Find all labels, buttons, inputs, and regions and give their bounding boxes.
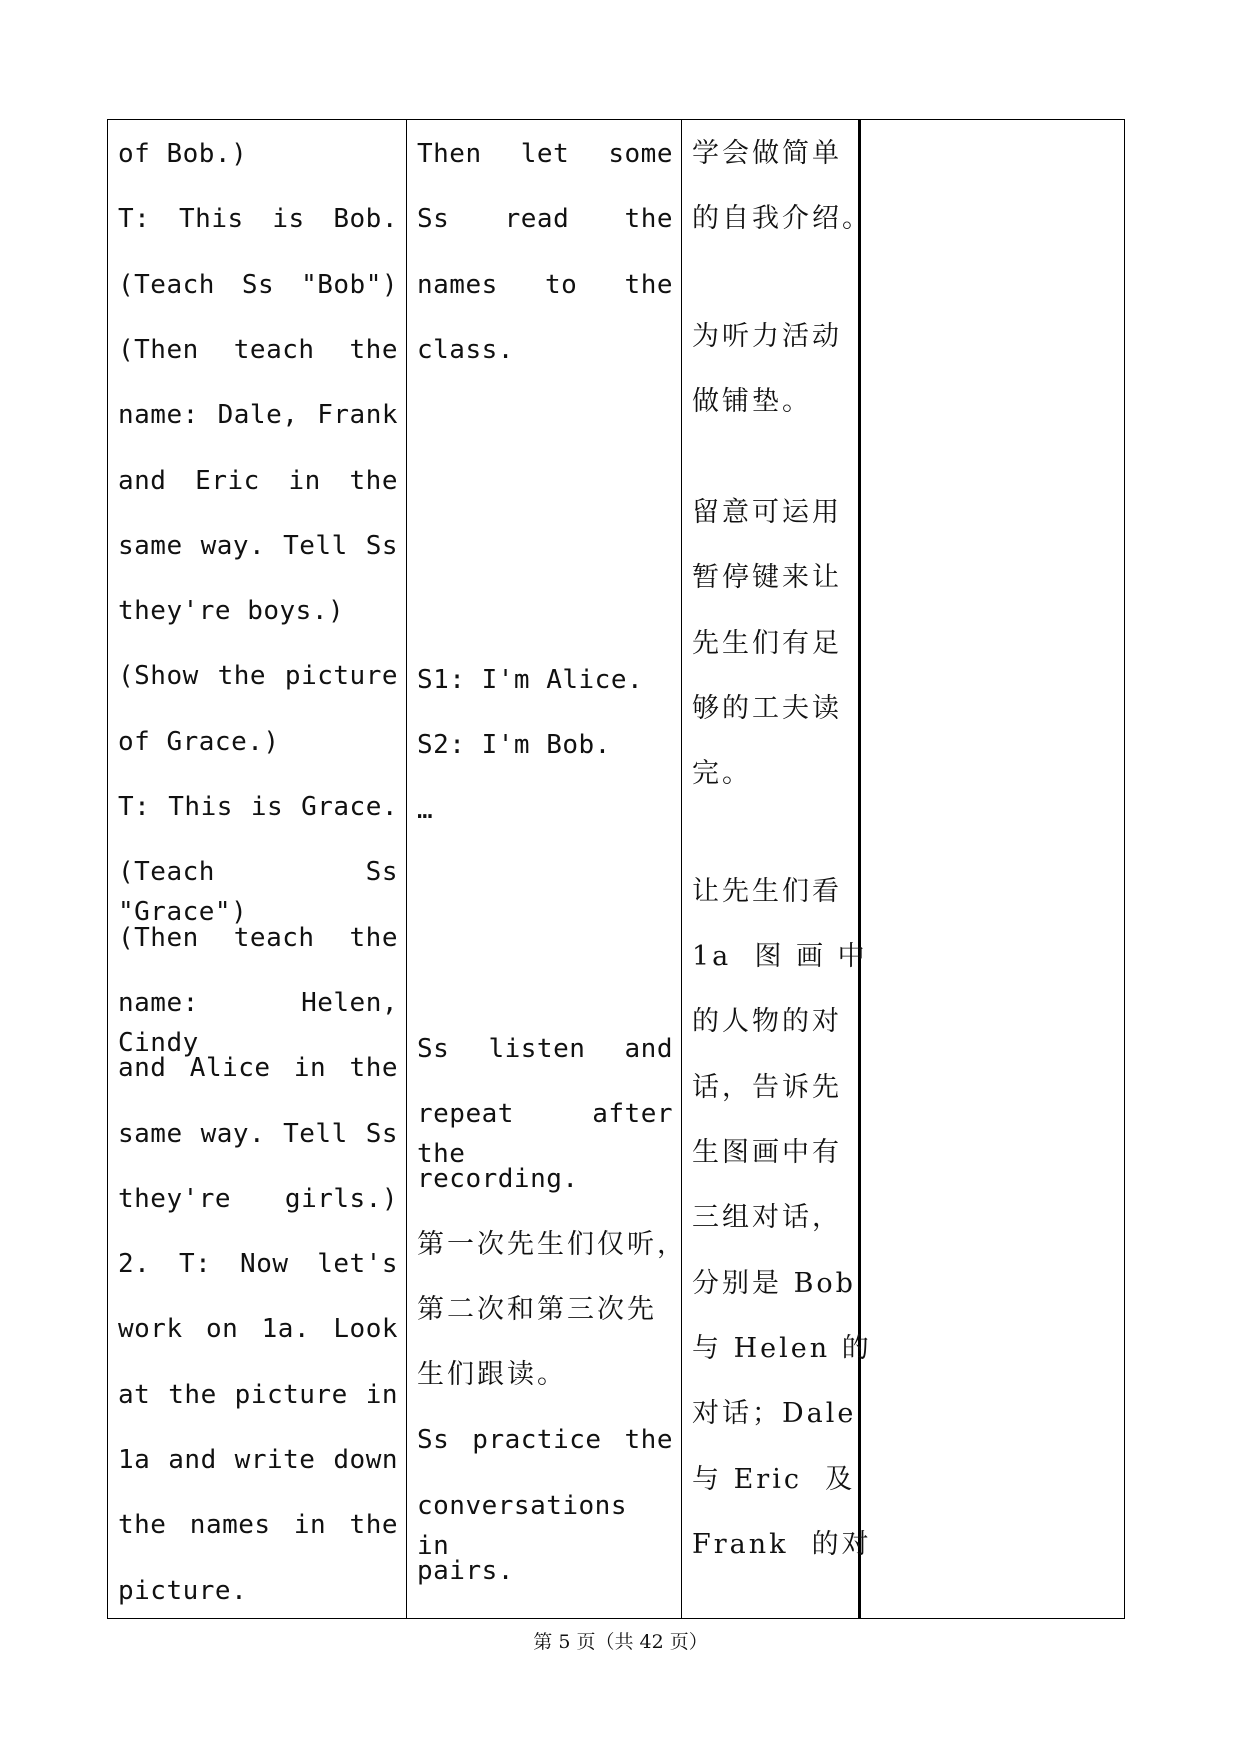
- text-line: 1a 图 画 中: [692, 941, 868, 973]
- text-line: Frank 的对: [692, 1528, 872, 1560]
- text-line: Then let some: [417, 139, 673, 169]
- text-line: they're boys.): [118, 596, 345, 627]
- text-line: of Grace.): [118, 726, 280, 757]
- text-line: 1a and write down: [118, 1445, 398, 1475]
- text-line: T: This is Bob.: [118, 204, 398, 235]
- text-line: S2: I'm Bob.: [417, 729, 611, 760]
- text-line: S1: I'm Alice.: [417, 664, 644, 695]
- text-line: Ss read the: [417, 204, 673, 235]
- text-line: 与 Helen 的: [692, 1332, 872, 1364]
- text-line: (Then teach the: [118, 922, 398, 953]
- text-line: 三组对话，: [692, 1202, 842, 1234]
- text-line: 的自我介绍。: [692, 203, 872, 235]
- text-line: picture.: [118, 1575, 248, 1606]
- text-line: 对话；Dale: [692, 1398, 857, 1430]
- text-line: 先生们有足: [692, 627, 842, 659]
- design-intent-cell: [692, 120, 872, 1618]
- text-line: repeat after the: [417, 1098, 673, 1169]
- text-line: recording.: [417, 1164, 579, 1195]
- text-line: 留意可运用: [692, 497, 842, 529]
- lesson-plan-table: [107, 119, 1125, 1619]
- text-line: 为听力活动: [692, 320, 842, 352]
- text-line: and Alice in the: [118, 1053, 398, 1084]
- text-line: of Bob.): [118, 139, 248, 169]
- text-line: 话，告诉先: [692, 1071, 842, 1103]
- text-line: 分别是 Bob: [692, 1267, 856, 1299]
- text-line: 2. T: Now let's: [118, 1249, 398, 1280]
- text-line: 的人物的对: [692, 1006, 842, 1038]
- teacher-activity-cell: [118, 120, 398, 1618]
- column-divider: [858, 120, 861, 1618]
- text-line: 让先生们看: [692, 875, 842, 907]
- text-line: …: [417, 795, 434, 826]
- text-line: 做铺垫。: [692, 386, 812, 418]
- text-line: (Teach Ss "Grace"): [118, 857, 398, 928]
- column-divider: [406, 120, 407, 1618]
- text-line: (Then teach the: [118, 334, 398, 365]
- text-line: conversations in: [417, 1490, 627, 1561]
- text-line: at the picture in: [118, 1379, 398, 1410]
- notes-cell: [864, 120, 1122, 1618]
- text-line: 生们跟读。: [417, 1359, 567, 1391]
- text-line: 够的工夫读: [692, 693, 842, 725]
- text-line: 与 Eric 及: [692, 1463, 856, 1495]
- text-line: 生图画中有: [692, 1137, 842, 1169]
- text-line: 第二次和第三次先: [417, 1293, 657, 1325]
- text-line: 学会做简单: [692, 138, 842, 169]
- text-line: 暂停键来让: [692, 562, 842, 594]
- text-line: they're girls.): [118, 1183, 398, 1214]
- text-line: Ss practice the: [417, 1425, 673, 1456]
- column-divider: [681, 120, 682, 1618]
- text-line: Ss listen and: [417, 1033, 673, 1064]
- text-line: 第一次先生们仅听，: [417, 1228, 687, 1260]
- text-line: names to the: [417, 269, 673, 300]
- text-line: T: This is Grace.: [118, 792, 398, 822]
- text-line: same way. Tell Ss: [118, 1118, 398, 1149]
- text-line: (Show the picture: [118, 661, 398, 692]
- text-line: and Eric in the: [118, 465, 398, 496]
- text-line: work on 1a. Look: [118, 1314, 398, 1345]
- text-line: pairs.: [417, 1556, 514, 1586]
- text-line: 完。: [692, 758, 752, 790]
- text-line: name: Dale, Frank: [118, 400, 398, 431]
- student-activity-cell: [417, 120, 687, 1618]
- text-line: the names in the: [118, 1510, 398, 1541]
- page-footer: 第 5 页（共 42 页）: [533, 1631, 708, 1653]
- text-line: same way. Tell Ss: [118, 530, 398, 561]
- text-line: name: Helen, Cindy: [118, 987, 398, 1058]
- text-line: (Teach Ss "Bob"): [118, 269, 398, 300]
- text-line: class.: [417, 334, 514, 365]
